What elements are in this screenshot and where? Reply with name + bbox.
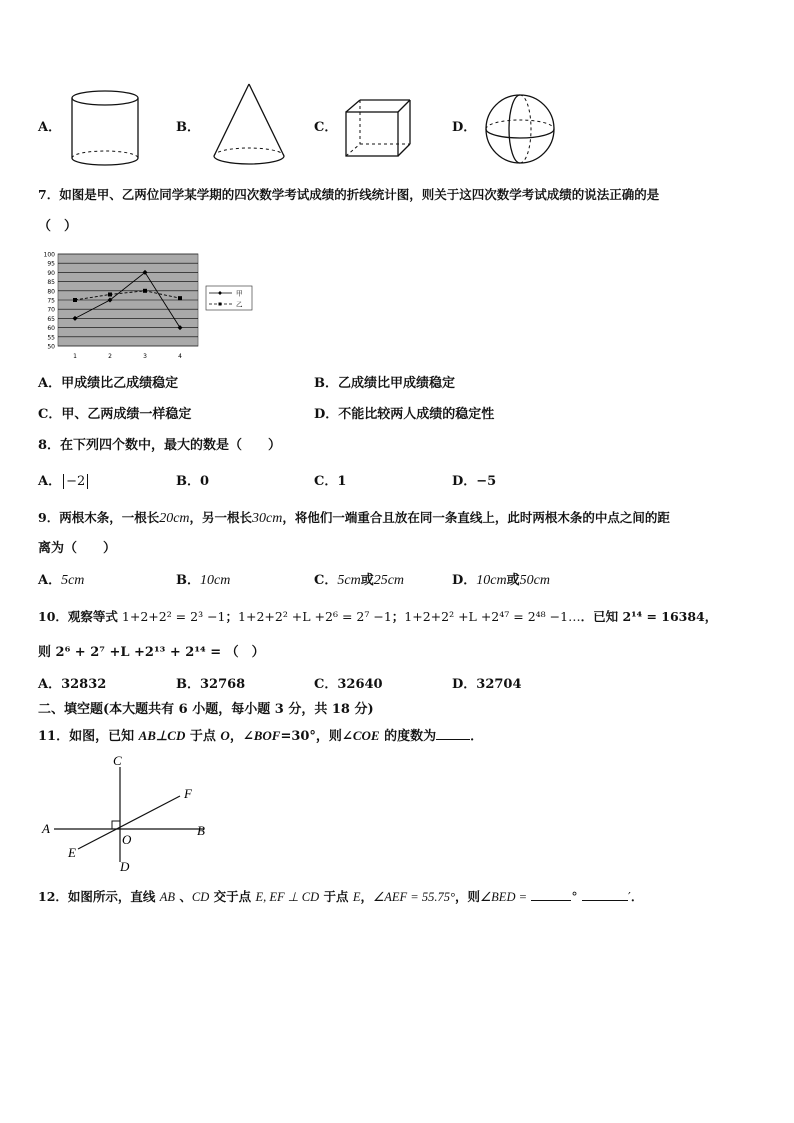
q9-option-d	[452, 572, 550, 590]
q7-stem: 7．如图是甲、乙两位同学某学期的四次数学考试成绩的折线统计图，则关于这四次数学考试成绩的说法正确的是	[38, 187, 660, 202]
q11-point-o: O	[220, 728, 230, 743]
data-point-marker	[178, 296, 182, 300]
legend-label: 乙	[236, 300, 243, 309]
section-heading: 二、填空题(本大题共有 6 小题，每小题 3 分，共 18 分)	[38, 702, 374, 717]
q10-option-b: B．32768	[176, 677, 246, 692]
q6-option-d-letter: D．	[452, 120, 477, 135]
q12-angle-bed: ∠BED =	[479, 890, 528, 904]
q9-text-1: 9．两根木条，一根长	[38, 510, 160, 525]
q11-text-c: 于点	[185, 729, 221, 744]
x-tick-label: 1	[73, 353, 77, 360]
q11-angle-coe: COE	[352, 728, 380, 743]
q11-text-end: ．	[470, 729, 484, 744]
y-tick-label: 70	[47, 306, 55, 314]
q9-option-c-letter: C．	[314, 573, 338, 588]
sphere-figure	[482, 92, 558, 166]
q7-option-a: A．甲成绩比乙成绩稳定	[38, 376, 179, 391]
q11-geometry-figure	[36, 752, 216, 876]
q12-minute-blank[interactable]	[582, 900, 628, 901]
legend-marker	[219, 303, 222, 306]
q7-paren: （ ）	[38, 219, 78, 234]
q11-stem	[38, 727, 483, 746]
q12-minute-sign: ′	[628, 889, 631, 904]
legend-label: 甲	[236, 289, 243, 298]
q12-point-e2: E	[352, 890, 361, 904]
label-a: A	[42, 821, 50, 836]
q12-line-cd: CD	[191, 890, 210, 904]
q8-stem: 8．在下列四个数中，最大的数是（ ）	[38, 438, 282, 453]
q12-text-1: 12．如图所示，直线	[38, 889, 160, 904]
q9-option-c-value-1: 5cm	[337, 573, 361, 588]
q9-option-c	[314, 572, 404, 590]
q11-text-i: 的度数为	[379, 729, 437, 744]
y-tick-label: 100	[43, 251, 55, 259]
y-tick-label: 95	[47, 260, 55, 268]
q9-option-b-letter: B．	[176, 573, 200, 588]
q10-prefix: 10．观察等式	[38, 609, 118, 624]
cylinder-figure	[68, 88, 144, 170]
q10-eq2: 1+2+2² +L +2⁶ = 2⁷ −1	[238, 609, 392, 624]
q12-text-6: ，则	[454, 889, 480, 904]
y-tick-label: 80	[47, 288, 55, 296]
q11-text-g: =30°，则∠	[280, 729, 353, 744]
q10-line2: 则 2⁶ + 2⁷ +L +2¹³ + 2¹⁴ = （ ）	[38, 645, 265, 660]
q10-option-d: D．32704	[452, 677, 522, 692]
q8-option-a	[38, 473, 88, 491]
q9-option-d-or: 或	[506, 573, 520, 588]
cone-figure	[206, 80, 292, 172]
q9-option-a	[38, 572, 84, 590]
y-tick-label: 55	[47, 334, 55, 342]
q7-option-b: B．乙成绩比甲成绩稳定	[314, 376, 455, 391]
q12-point-e: E, EF ⊥ CD	[255, 890, 320, 904]
q10-eq3: 1+2+2² +L +2⁴⁷ = 2⁴⁸ −1…	[404, 609, 581, 624]
data-point-marker	[73, 298, 77, 302]
q11-text-a: 11．如图，已知	[38, 729, 139, 744]
label-b: B	[197, 823, 205, 838]
q6-option-a-letter: A．	[38, 120, 62, 135]
q6-option-c-letter: C．	[314, 120, 338, 135]
q6-option-b-letter: B．	[176, 120, 200, 135]
q10-line1	[38, 608, 717, 626]
q9-line1	[38, 509, 670, 528]
q9-option-c-value-2: 25cm	[373, 573, 405, 588]
q12-degree-blank[interactable]	[531, 900, 571, 901]
q11-angle-bof: BOF	[253, 728, 281, 743]
q9-option-a-value: 5cm	[61, 573, 85, 588]
q11-answer-blank[interactable]	[436, 739, 470, 740]
q8-option-c: C．1	[314, 474, 347, 489]
q12-text-4: 于点	[319, 889, 353, 904]
label-d: D	[120, 859, 130, 874]
q10-eq1: 1+2+2² = 2³ −1	[121, 609, 226, 624]
q7-option-c: C．甲、乙两成绩一样稳定	[38, 407, 192, 422]
q9-text-2: ，另一根长	[189, 510, 253, 525]
q7-line-chart	[36, 248, 266, 368]
q9-option-d-value-1: 10cm	[476, 573, 507, 588]
label-o: O	[122, 832, 132, 847]
q9-length-1: 20cm	[159, 511, 190, 526]
q11-ab-cd: AB⊥CD	[138, 728, 186, 743]
q10-option-c: C．32640	[314, 677, 383, 692]
y-tick-label: 75	[47, 297, 55, 305]
q10-known: ．已知 2¹⁴ = 16384，	[580, 609, 718, 624]
data-point-marker	[143, 289, 147, 293]
legend-box	[206, 286, 252, 310]
x-tick-label: 3	[143, 353, 147, 360]
x-tick-label: 2	[108, 353, 112, 360]
q9-text-3: ，将他们一端重合且放在同一条直线上，此时两根木条的中点之间的距	[282, 510, 670, 525]
q12-text-2: 、	[175, 889, 192, 904]
label-e: E	[68, 845, 76, 860]
y-tick-label: 85	[47, 279, 55, 287]
q9-option-b-value: 10cm	[200, 573, 231, 588]
q9-option-d-value-2: 50cm	[519, 573, 550, 588]
q8-abs-value: −2	[63, 474, 88, 489]
line-chart-svg	[36, 248, 266, 368]
label-c: C	[113, 753, 122, 768]
q8-option-a-letter: A．	[38, 474, 62, 489]
q7-option-d: D．不能比较两人成绩的稳定性	[314, 407, 495, 422]
q10-sep-2: ；	[391, 609, 405, 624]
label-f: F	[184, 786, 192, 801]
q12-text-5: ，	[360, 889, 374, 904]
q9-length-2: 30cm	[252, 511, 283, 526]
q8-option-b: B．0	[176, 474, 210, 489]
q9-option-b	[176, 572, 230, 590]
q12-text-end: ．	[630, 889, 644, 904]
y-tick-label: 50	[47, 343, 55, 351]
cube-figure	[340, 96, 416, 162]
y-tick-label: 60	[47, 325, 55, 333]
x-tick-label: 4	[178, 353, 182, 360]
q12-line-ab: AB	[159, 890, 176, 904]
q12-angle-aef: ∠AEF = 55.75°	[373, 890, 455, 904]
q12-degree-sign: °	[571, 889, 578, 904]
q12-text-3: 交于点	[209, 889, 256, 904]
q11-text-e: ，∠	[229, 729, 254, 744]
q10-sep-1: ；	[225, 609, 239, 624]
q8-option-d: D．−5	[452, 474, 497, 489]
y-tick-label: 90	[47, 269, 55, 277]
q9-option-d-letter: D．	[452, 573, 477, 588]
q9-line2: 离为（ ）	[38, 541, 117, 556]
y-tick-label: 65	[47, 315, 55, 323]
q9-option-c-or: 或	[360, 573, 374, 588]
data-point-marker	[108, 292, 112, 296]
q9-option-a-letter: A．	[38, 573, 62, 588]
q12-stem	[38, 888, 643, 906]
q10-option-a: A．32832	[38, 677, 107, 692]
